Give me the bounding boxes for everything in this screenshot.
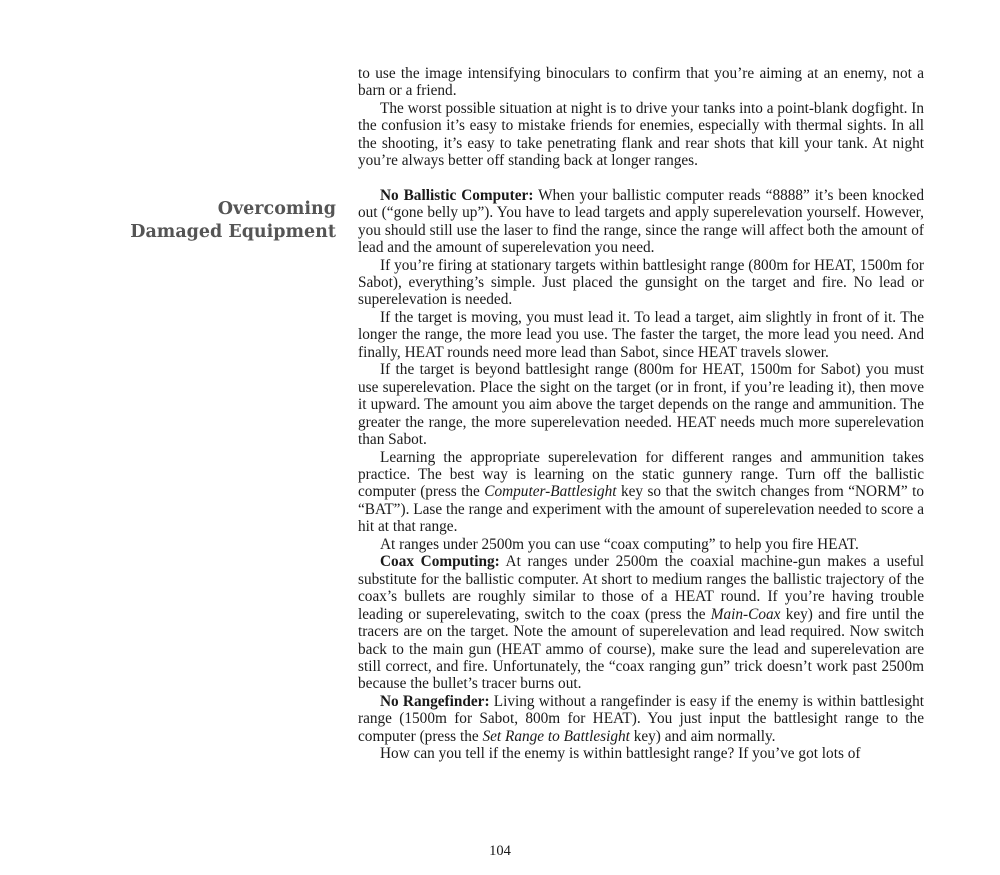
paragraph: to use the image intensifying binoculars to confirm that you’re aiming at an enemy, not a barn or a friend. <box>358 65 924 100</box>
paragraph: If you’re firing at stationary targets within battlesight range (800m for HEAT, 1500m for Sabot), everything’s simple. Just placed the gunsight on the target and fire. No lead or superelevation is needed. <box>358 256 924 309</box>
paragraph <box>358 449 924 536</box>
paragraph-text: key so that the switch changes from “NORM” to “BAT”). Lase the range and experiment with the amount of superelevation needed to score a hit at that range. <box>358 483 924 536</box>
run-in-heading-no-ballistic-computer: No Ballistic Computer: <box>380 186 534 204</box>
section-heading <box>120 198 336 244</box>
key-name: Main-Coax <box>710 605 781 623</box>
paragraph <box>358 553 924 693</box>
paragraph: If the target is beyond battlesight range (800m for HEAT, 1500m for Sabot) you must use superelevation. Place the sight on the target (or in front, if you’re leading it), then move it upward. The amount you aim above the target depends on the range and ammunition. The greater the range, the more superelevation needed. HEAT needs much more superelevation than Sabot. <box>358 361 924 449</box>
paragraph: At ranges under 2500m you can use “coax computing” to help you fire HEAT. <box>380 535 859 553</box>
section-heading-line-1: Overcoming <box>217 199 336 219</box>
paragraph-text: At ranges under 2500m the coaxial machine-gun makes a useful substitute for the ballistic computer. At short to medium ranges the ballistic trajectory of the coax’s bullets are roughly similar to those of a HEAT round. If you’re having trouble leading or superelevating, switch to the coax (press the <box>358 553 924 623</box>
page-number: 104 <box>489 843 511 859</box>
paragraph: The worst possible situation at night is to drive your tanks into a point-blank dogfight. In the confusion it’s easy to mistake friends for enemies, especially with thermal sights. In all the shooting, it’s easy to take penetrating flank and rear shots that kill your tank. At night you’re always better off standing back at longer ranges. <box>358 99 924 170</box>
paragraph-text: key) and fire until the tracers are on the target. Note the amount of superelevation and lead required. Now switch back to the main gun (HEAT ammo of course), make sure the lead and superelevation are still correct, and fire. Unfortunately, the “coax ranging gun” trick doesn’t work past 2500m because the bullet’s tracer burns out. <box>358 605 924 693</box>
run-in-heading-no-rangefinder: No Rangefinder: <box>380 692 490 710</box>
paragraph <box>358 693 924 745</box>
paragraph-text: Learning the appropriate superelevation for different ranges and ammunition takes practice. The best way is learning on the static gunnery range. Turn off the ballistic computer (press the <box>358 448 924 501</box>
body-text <box>358 65 924 763</box>
key-name: Set Range to Battlesight <box>482 727 630 745</box>
run-in-heading-coax-computing: Coax Computing: <box>380 553 500 571</box>
paragraph: How can you tell if the enemy is within battlesight range? If you’ve got lots of <box>380 745 861 763</box>
paragraph: If the target is moving, you must lead it. To lead a target, aim slightly in front of it. The longer the range, the more lead you use. The faster the target, the more lead you need. And finally, HEAT rounds need more lead than Sabot, since HEAT travels slower. <box>358 308 924 361</box>
paragraph-text: key) and aim normally. <box>629 727 776 745</box>
paragraph-text: When your ballistic computer reads “8888” it’s been knocked out (“gone belly up”). You have to lead targets and apply superelevation yourself. However, you should still use the laser to find the range, since the range will affect both the amount of lead and the amount of superelevation you need. <box>358 186 924 257</box>
section-heading-line-2: Damaged Equipment <box>130 222 336 242</box>
paragraph-text: Living without a rangefinder is easy if the enemy is within battlesight range (1500m for Sabot, 800m for HEAT). You just input the battlesight range to the computer (press the <box>358 692 924 745</box>
paragraph <box>358 187 924 257</box>
key-name: Computer-Battlesight <box>484 483 617 501</box>
